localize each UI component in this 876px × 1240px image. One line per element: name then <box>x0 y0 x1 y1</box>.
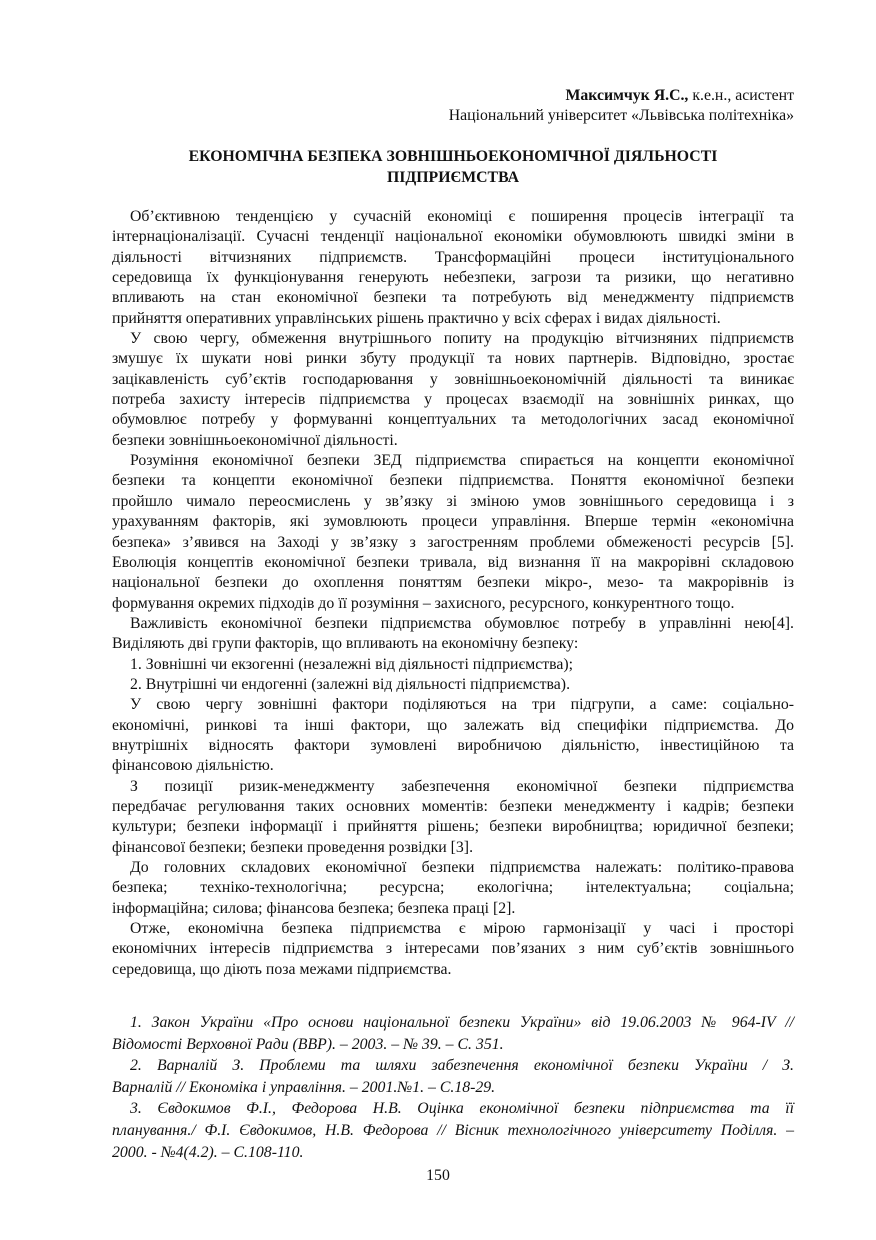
text-line: середовища, що діють поза межами підприємства. <box>112 960 452 978</box>
text-line: інформаційна; силова; фінансова безпека; безпека праці [2]. <box>112 899 516 917</box>
paragraph <box>112 329 794 451</box>
text-line: Еволюція концептів економічної безпеки тривала, від визнання її на макрорівні складовою <box>112 553 794 571</box>
text-line: Відомості Верховної Ради (ВВР). – 2003. – № 39. – С. 351. <box>112 1035 504 1053</box>
paragraph <box>112 777 794 858</box>
text-line: обумовлює потребу у формуванні концептуальних та методологічних засад економічної <box>112 411 794 429</box>
author-title: к.е.н., асистент <box>688 87 794 104</box>
text-line: культури; безпеки інформації і прийняття рішень; безпеки виробництва; юридичної безпеки; <box>112 818 794 836</box>
references <box>112 1012 794 1163</box>
text-line: урахуванням факторів, які зумовлюють процеси управління. Вперше термін «економічна <box>112 513 794 531</box>
text-line: 1. Зовнішні чи екзогенні (незалежні від діяльності підприємства); <box>130 655 574 673</box>
text-line: Варналій // Економіка і управління. – 2001.№1. – С.18-29. <box>112 1078 496 1096</box>
text-line: Важливість економічної безпеки підприємства обумовлює потребу в управлінні нею[4]. <box>130 614 794 632</box>
text-line: До головних складових економічної безпеки підприємства належать: політико-правова <box>130 859 794 876</box>
text-line: 2. Варналій З. Проблеми та шляхи забезпечення економічної безпеки України / З. <box>130 1057 794 1075</box>
text-line: національної безпеки до охоплення поняттям безпеки мікро-, мезо- та макрорівнів із <box>112 574 794 592</box>
paragraph <box>112 858 794 919</box>
paragraph <box>112 655 794 675</box>
paragraph <box>112 451 794 614</box>
text-line: 2. Внутрішні чи ендогенні (залежні від діяльності підприємства). <box>130 675 571 693</box>
text-line: безпеки та концепти економічної безпеки підприємства. Поняття економічної безпеки <box>112 472 794 490</box>
text-line: планування./ Ф.І. Євдокимов, Н.В. Федорова // Вісник технологічного університету Поділля. – <box>112 1121 794 1139</box>
title-line: ЕКОНОМІЧНА БЕЗПЕКА ЗОВНІШНЬОЕКОНОМІЧНОЇ ДІЯЛЬНОСТІ <box>188 148 718 165</box>
text-line: формування окремих підходів до її розуміння – захисного, ресурсного, конкурентного тощо. <box>112 594 735 612</box>
text-line: Об’єктивною тенденцією у сучасній економіці є поширення процесів інтеграції та <box>130 208 794 225</box>
text-line: впливають на стан економічної безпеки та потребують від менеджменту підприємств <box>112 289 794 307</box>
article-title <box>112 146 794 188</box>
author-line <box>565 86 794 106</box>
text-line: безпеки зовнішньоекономічної діяльності. <box>112 431 398 449</box>
text-line: потреба захисту інтересів підприємства у процесах взаємодії на зовнішніх ринках, що <box>112 391 794 409</box>
text-line: безпека; техніко-технологічна; ресурсна; екологічна; інтелектуальна; соціальна; <box>112 879 794 897</box>
text-line: змушує їх шукати нові ринки збуту продукції та нових партнерів. Відповідно, зростає <box>112 350 794 368</box>
text-line: У свою чергу зовнішні фактори поділяються на три підгрупи, а саме: соціально- <box>130 696 794 714</box>
text-line: інтернаціоналізації. Сучасні тенденції національної економіки обумовлюють швидкі зміни в <box>112 228 794 246</box>
paragraph <box>112 919 794 980</box>
text-line: 2000. - №4(4.2). – С.108-110. <box>112 1143 304 1161</box>
text-line: зацікавленість суб’єктів господарювання у зовнішньоекономічній діяльності та виникає <box>112 370 794 388</box>
paragraph <box>112 614 794 655</box>
text-line: Розуміння економічної безпеки ЗЕД підприємства спирається на концепти економічної <box>130 452 794 470</box>
text-line: діяльності вітчизняних підприємств. Трансформаційні процеси інституціонального <box>112 248 794 266</box>
paragraph <box>112 675 794 695</box>
text-line: економічні, ринкові та інші фактори, що залежать від специфіки підприємства. До <box>112 716 794 734</box>
text-line: внутрішніх відносять фактори зумовлені виробничою діяльністю, інвестиційною та <box>112 736 794 754</box>
reference-item <box>112 1055 794 1098</box>
text-line: прийняття оперативних управлінських рішень практично у всіх сферах і видах діяльності. <box>112 309 721 327</box>
text-line: У свою чергу, обмеження внутрішнього попиту на продукцію вітчизняних підприємств <box>130 330 794 348</box>
affiliation: Національний університет «Львівська політехніка» <box>448 107 794 124</box>
text-line: пройшло чимало переосмислень у зв’язку зі зміною умов зовнішнього середовища і з <box>112 492 794 510</box>
title-line: ПІДПРИЄМСТВА <box>386 169 520 186</box>
author-name: Максимчук Я.С., <box>565 87 689 104</box>
text-line: 1. Закон України «Про основи національної безпеки України» від 19.06.2003 № 964-IV // <box>130 1014 794 1031</box>
text-line: фінансовою діяльністю. <box>112 757 274 775</box>
text-line: З позиції ризик-менеджменту забезпечення економічної безпеки підприємства <box>130 777 794 795</box>
reference-item <box>112 1012 794 1055</box>
text-line: фінансової безпеки; безпеки проведення розвідки [3]. <box>112 838 474 856</box>
text-line: економічних інтересів підприємства з інтересами пов’язаних з ним суб’єктів зовнішнього <box>112 940 794 958</box>
paragraph <box>112 207 794 329</box>
page-number: 150 <box>426 1167 450 1184</box>
text-line: 3. Євдокимов Ф.І., Федорова Н.В. Оцінка економічної безпеки підприємства та її <box>130 1100 794 1118</box>
text-line: безпека» з’явився на Заході у зв’язку з загостренням проблеми обмеженості ресурсів [5]. <box>112 533 794 551</box>
paragraph <box>112 695 794 776</box>
text-line: середовища їх функціонування генерують небезпеки, загрози та ризики, що негативно <box>112 269 794 287</box>
reference-item <box>112 1098 794 1163</box>
text-line: передбачає регулювання таких основних моментів: безпеки менеджменту і кадрів; безпеки <box>112 797 794 815</box>
text-line: Отже, економічна безпека підприємства є мірою гармонізації у часі і просторі <box>130 920 794 938</box>
text-line: Виділяють дві групи факторів, що впливають на економічну безпеку: <box>112 635 579 653</box>
article-body <box>112 207 794 980</box>
